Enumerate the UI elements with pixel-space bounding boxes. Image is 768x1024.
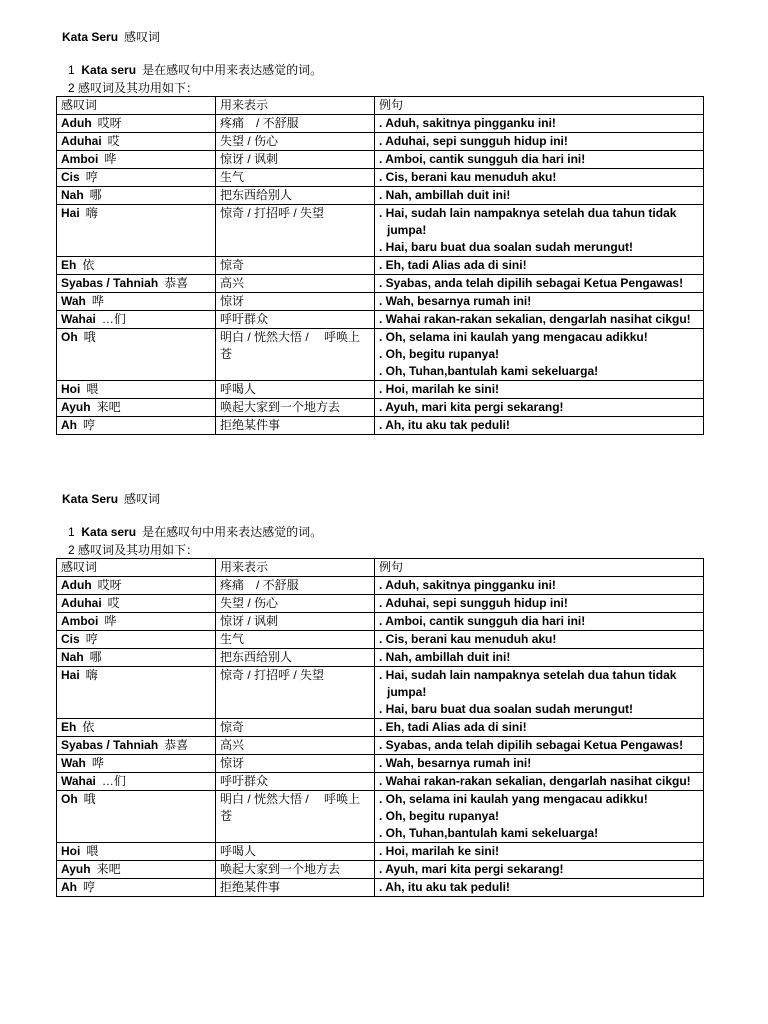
interjection-word: Eh (61, 258, 77, 272)
interjection-chinese: 哪 (89, 188, 102, 202)
example-cell (375, 151, 704, 169)
table-row (57, 667, 704, 719)
heading-chinese: 感叹词 (124, 30, 161, 44)
usage-cell: 惊讶 / 讽刺 (216, 613, 375, 631)
table-row (57, 275, 704, 293)
usage-cell: 呼喝人 (216, 381, 375, 399)
table-row (57, 791, 704, 843)
example-cell (375, 649, 704, 667)
heading-latin: Kata Seru (62, 492, 119, 506)
word-cell (57, 773, 216, 791)
example-sentence: . Oh, begitu rupanya! (379, 346, 699, 363)
interjection-table (56, 558, 704, 897)
usage-cell: 惊讶 (216, 755, 375, 773)
interjection-word: Aduhai (61, 134, 102, 148)
table-row (57, 649, 704, 667)
usage-cell: 惊奇 (216, 257, 375, 275)
word-cell (57, 755, 216, 773)
interjection-word: Cis (61, 632, 80, 646)
word-cell (57, 133, 216, 151)
word-cell (57, 417, 216, 435)
word-cell (57, 613, 216, 631)
word-cell (57, 151, 216, 169)
interjection-word: Wahai (61, 774, 96, 788)
word-cell (57, 649, 216, 667)
header-cell: 用来表示 (216, 559, 375, 577)
table-row (57, 133, 704, 151)
usage-cell: 明白 / 恍然大悟 / 呼唤上苍 (216, 791, 375, 843)
header-cell: 用来表示 (216, 97, 375, 115)
definition-line (68, 524, 322, 540)
example-sentence: . Eh, tadi Alias ada di sini! (379, 257, 699, 274)
example-sentence: . Nah, ambillah duit ini! (379, 649, 699, 666)
table-row (57, 329, 704, 381)
interjection-word: Wah (61, 294, 86, 308)
example-cell (375, 329, 704, 381)
section-heading (62, 30, 160, 45)
example-cell (375, 399, 704, 417)
word-cell (57, 115, 216, 133)
word-cell (57, 311, 216, 329)
word-cell (57, 719, 216, 737)
interjection-chinese: 哦 (83, 792, 96, 806)
example-cell (375, 577, 704, 595)
interjection-word: Aduh (61, 578, 92, 592)
usage-cell: 明白 / 恍然大悟 / 呼唤上苍 (216, 329, 375, 381)
definition-line (68, 62, 322, 78)
header-cell: 例句 (375, 97, 704, 115)
table-row (57, 861, 704, 879)
interjection-word: Eh (61, 720, 77, 734)
example-sentence: . Cis, berani kau menuduh aku! (379, 169, 699, 186)
usage-cell: 疼痛 / 不舒服 (216, 115, 375, 133)
interjection-chinese: 喂 (86, 844, 99, 858)
interjection-word: Wahai (61, 312, 96, 326)
usage-cell: 失望 / 伤心 (216, 595, 375, 613)
usage-cell: 生气 (216, 169, 375, 187)
example-sentence: . Oh, selama ini kaulah yang mengacau adikku! (379, 329, 699, 346)
table-row (57, 613, 704, 631)
word-cell (57, 667, 216, 719)
example-sentence: . Wahai rakan-rakan sekalian, dengarlah nasihat cikgu! (379, 311, 699, 328)
example-sentence: . Hoi, marilah ke sini! (379, 381, 699, 398)
example-cell (375, 843, 704, 861)
table-row (57, 631, 704, 649)
table-row (57, 169, 704, 187)
example-sentence: . Syabas, anda telah dipilih sebagai Ketua Pengawas! (379, 737, 699, 754)
word-cell (57, 595, 216, 613)
example-cell (375, 667, 704, 719)
interjection-chinese: 喂 (86, 382, 99, 396)
interjection-word: Nah (61, 650, 84, 664)
interjection-word: Syabas / Tahniah (61, 276, 159, 290)
table-row (57, 773, 704, 791)
definition-text: 是在感叹句中用来表达感觉的词。 (142, 63, 323, 77)
example-sentence: . Aduh, sakitnya pingganku ini! (379, 115, 699, 132)
definition-text: 是在感叹句中用来表达感觉的词。 (142, 525, 323, 539)
word-cell (57, 169, 216, 187)
usage-cell: 唤起大家到一个地方去 (216, 861, 375, 879)
word-cell (57, 293, 216, 311)
word-cell (57, 791, 216, 843)
word-cell (57, 257, 216, 275)
example-cell (375, 631, 704, 649)
example-sentence: . Nah, ambillah duit ini! (379, 187, 699, 204)
intro-text: 感叹词及其功用如下： (78, 543, 199, 557)
example-sentence: . Cis, berani kau menuduh aku! (379, 631, 699, 648)
example-cell (375, 861, 704, 879)
table-row (57, 151, 704, 169)
usage-cell: 惊讶 (216, 293, 375, 311)
example-sentence: . Eh, tadi Alias ada di sini! (379, 719, 699, 736)
word-cell (57, 275, 216, 293)
example-cell (375, 205, 704, 257)
table-row (57, 115, 704, 133)
example-sentence: . Aduhai, sepi sungguh hidup ini! (379, 133, 699, 150)
usage-cell: 把东西给别人 (216, 649, 375, 667)
table-row (57, 755, 704, 773)
word-cell (57, 861, 216, 879)
usage-cell: 呼吁群众 (216, 773, 375, 791)
usage-cell: 呼吁群众 (216, 311, 375, 329)
example-sentence: . Aduh, sakitnya pingganku ini! (379, 577, 699, 594)
interjection-word: Cis (61, 170, 80, 184)
definition-number: 1 (68, 63, 75, 77)
interjection-word: Hoi (61, 844, 81, 858)
word-cell (57, 399, 216, 417)
example-sentence: . Oh, Tuhan,bantulah kami sekeluarga! (379, 363, 699, 380)
usage-cell: 生气 (216, 631, 375, 649)
interjection-chinese: 依 (82, 258, 95, 272)
example-sentence: . Oh, Tuhan,bantulah kami sekeluarga! (379, 825, 699, 842)
interjection-word: Hai (61, 206, 80, 220)
example-cell (375, 293, 704, 311)
interjection-chinese: 哼 (85, 170, 98, 184)
example-sentence: . Oh, begitu rupanya! (379, 808, 699, 825)
table-row (57, 719, 704, 737)
table-row (57, 577, 704, 595)
interjection-word: Oh (61, 330, 78, 344)
interjection-word: Hai (61, 668, 80, 682)
example-sentence: . Aduhai, sepi sungguh hidup ini! (379, 595, 699, 612)
header-cell: 感叹词 (57, 97, 216, 115)
interjection-chinese: 哎 (107, 596, 120, 610)
example-sentence: . Wah, besarnya rumah ini! (379, 755, 699, 772)
table-row (57, 417, 704, 435)
example-sentence: . Amboi, cantik sungguh dia hari ini! (379, 151, 699, 168)
example-sentence: . Ayuh, mari kita pergi sekarang! (379, 399, 699, 416)
intro-line (68, 80, 198, 96)
section-heading (62, 492, 160, 507)
interjection-chinese: 嗨 (85, 206, 98, 220)
example-sentence: . Ah, itu aku tak peduli! (379, 417, 699, 434)
interjection-chinese: 哗 (91, 756, 104, 770)
interjection-chinese: 哼 (83, 418, 96, 432)
interjection-chinese: …们 (101, 774, 126, 788)
example-cell (375, 595, 704, 613)
usage-cell: 惊奇 (216, 719, 375, 737)
example-cell (375, 169, 704, 187)
example-cell (375, 719, 704, 737)
example-sentence: . Ah, itu aku tak peduli! (379, 879, 699, 896)
table-row (57, 293, 704, 311)
interjection-word: Ayuh (61, 862, 91, 876)
interjection-word: Nah (61, 188, 84, 202)
example-cell (375, 417, 704, 435)
example-sentence: . Hai, baru buat dua soalan sudah merungut! (379, 701, 699, 718)
interjection-word: Syabas / Tahniah (61, 738, 159, 752)
example-cell (375, 737, 704, 755)
word-cell (57, 187, 216, 205)
usage-cell: 呼喝人 (216, 843, 375, 861)
example-cell (375, 187, 704, 205)
intro-text: 感叹词及其功用如下： (78, 81, 199, 95)
interjection-chinese: 哎呀 (97, 116, 122, 130)
interjection-chinese: …们 (101, 312, 126, 326)
word-cell (57, 879, 216, 897)
example-cell (375, 133, 704, 151)
example-sentence: . Wah, besarnya rumah ini! (379, 293, 699, 310)
table-row (57, 595, 704, 613)
usage-cell: 惊奇 / 打招呼 / 失望 (216, 205, 375, 257)
example-cell (375, 275, 704, 293)
interjection-word: Aduh (61, 116, 92, 130)
interjection-word: Ah (61, 418, 77, 432)
example-cell (375, 755, 704, 773)
usage-cell: 拒绝某件事 (216, 879, 375, 897)
usage-cell: 把东西给别人 (216, 187, 375, 205)
interjection-chinese: 依 (82, 720, 95, 734)
heading-chinese: 感叹词 (124, 492, 161, 506)
definition-term: Kata seru (81, 525, 137, 539)
example-sentence: . Hai, baru buat dua soalan sudah merungut! (379, 239, 699, 256)
example-cell (375, 257, 704, 275)
interjection-word: Ah (61, 880, 77, 894)
table-row (57, 879, 704, 897)
usage-cell: 高兴 (216, 275, 375, 293)
heading-latin: Kata Seru (62, 30, 119, 44)
interjection-word: Oh (61, 792, 78, 806)
interjection-chinese: 来吧 (96, 862, 121, 876)
example-sentence: . Syabas, anda telah dipilih sebagai Ketua Pengawas! (379, 275, 699, 292)
table-row (57, 187, 704, 205)
interjection-chinese: 哗 (91, 294, 104, 308)
interjection-chinese: 哼 (83, 880, 96, 894)
example-cell (375, 791, 704, 843)
table-row (57, 381, 704, 399)
intro-line (68, 542, 198, 558)
usage-cell: 高兴 (216, 737, 375, 755)
table-row (57, 737, 704, 755)
interjection-chinese: 哪 (89, 650, 102, 664)
usage-cell: 惊讶 / 讽刺 (216, 151, 375, 169)
example-cell (375, 311, 704, 329)
definition-term: Kata seru (81, 63, 137, 77)
example-sentence: . Ayuh, mari kita pergi sekarang! (379, 861, 699, 878)
header-cell: 感叹词 (57, 559, 216, 577)
word-cell (57, 737, 216, 755)
interjection-chinese: 哦 (83, 330, 96, 344)
table-header-row (57, 559, 704, 577)
usage-cell: 失望 / 伤心 (216, 133, 375, 151)
table-row (57, 311, 704, 329)
interjection-word: Hoi (61, 382, 81, 396)
example-sentence: . Hai, sudah lain nampaknya setelah dua tahun tidak jumpa! (379, 205, 699, 239)
interjection-chinese: 哎 (107, 134, 120, 148)
interjection-chinese: 哼 (85, 632, 98, 646)
example-cell (375, 115, 704, 133)
interjection-chinese: 哎呀 (97, 578, 122, 592)
interjection-chinese: 嗨 (85, 668, 98, 682)
usage-cell: 唤起大家到一个地方去 (216, 399, 375, 417)
word-cell (57, 843, 216, 861)
example-sentence: . Oh, selama ini kaulah yang mengacau adikku! (379, 791, 699, 808)
interjection-word: Amboi (61, 614, 99, 628)
word-cell (57, 631, 216, 649)
header-cell: 例句 (375, 559, 704, 577)
table-header-row (57, 97, 704, 115)
table-row (57, 257, 704, 275)
interjection-table (56, 96, 704, 435)
table-row (57, 205, 704, 257)
table-row (57, 399, 704, 417)
intro-number: 2 (68, 81, 75, 95)
interjection-chinese: 来吧 (96, 400, 121, 414)
interjection-word: Aduhai (61, 596, 102, 610)
interjection-word: Wah (61, 756, 86, 770)
interjection-chinese: 哗 (104, 152, 117, 166)
example-cell (375, 773, 704, 791)
example-cell (375, 613, 704, 631)
example-sentence: . Hoi, marilah ke sini! (379, 843, 699, 860)
usage-cell: 惊奇 / 打招呼 / 失望 (216, 667, 375, 719)
usage-cell: 拒绝某件事 (216, 417, 375, 435)
interjection-chinese: 恭喜 (164, 738, 189, 752)
example-cell (375, 381, 704, 399)
interjection-word: Amboi (61, 152, 99, 166)
example-cell (375, 879, 704, 897)
example-sentence: . Hai, sudah lain nampaknya setelah dua tahun tidak jumpa! (379, 667, 699, 701)
usage-cell: 疼痛 / 不舒服 (216, 577, 375, 595)
interjection-word: Ayuh (61, 400, 91, 414)
word-cell (57, 577, 216, 595)
example-sentence: . Wahai rakan-rakan sekalian, dengarlah nasihat cikgu! (379, 773, 699, 790)
interjection-chinese: 恭喜 (164, 276, 189, 290)
interjection-chinese: 哗 (104, 614, 117, 628)
word-cell (57, 205, 216, 257)
definition-number: 1 (68, 525, 75, 539)
word-cell (57, 381, 216, 399)
word-cell (57, 329, 216, 381)
intro-number: 2 (68, 543, 75, 557)
table-row (57, 843, 704, 861)
example-sentence: . Amboi, cantik sungguh dia hari ini! (379, 613, 699, 630)
